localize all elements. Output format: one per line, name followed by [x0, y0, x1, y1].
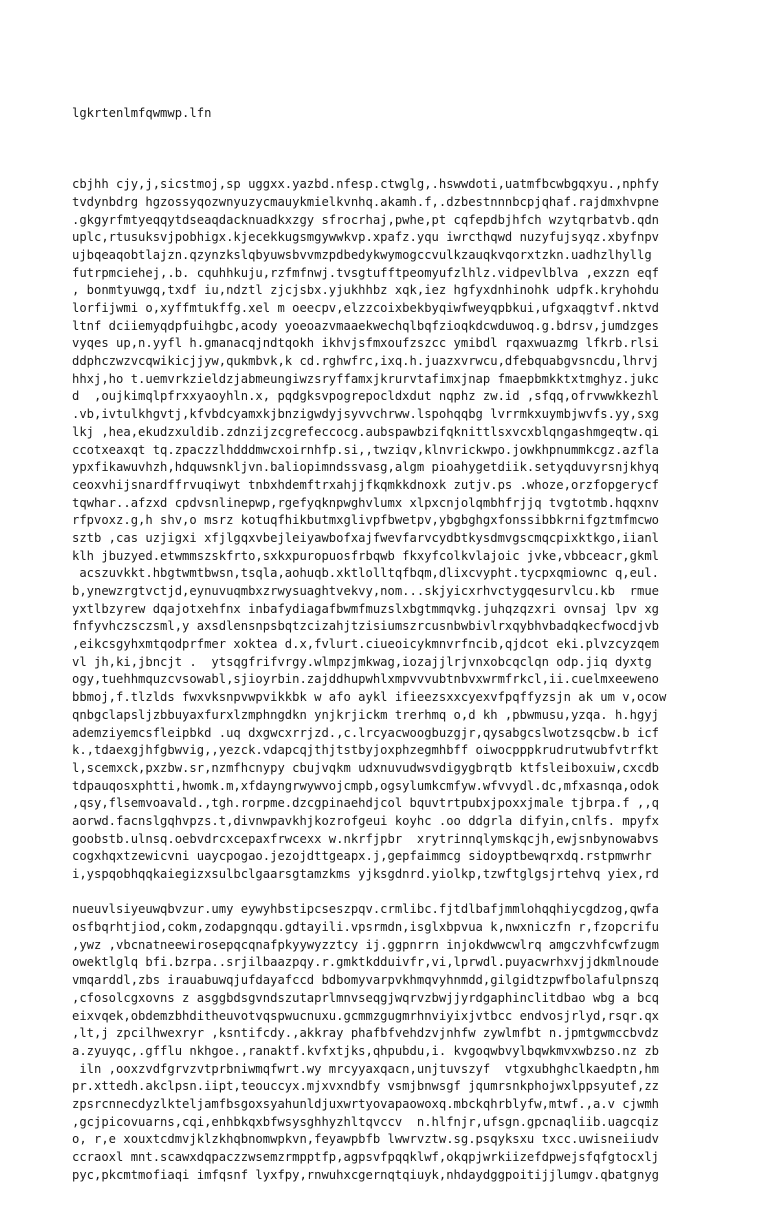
- document-body: [72, 176, 682, 1184]
- document-title: lgkrtenlmfqwmwp.lfn: [72, 106, 212, 121]
- paragraph: [72, 901, 682, 1184]
- text-line: uplc,rtusuksvjpobhigx.kjecekkugsmgywwkvp.xpafz.yqu iwrcthqwd nuzyfujsyqz.xbyfnpv: [72, 230, 659, 245]
- text-line: tqwhar..afzxd cpdvsnlinepwp,rgefyqknpwghvlumx xlpxcnjolqmbhfrjjq tvgtotmb.hqqxnv: [72, 495, 659, 510]
- text-line: sztb ,cas uzjigxi xfjlgqxvbejleiyawbofxajfwevfarvcydbtkysdmvgscmqcpixktkgo,iianl: [72, 530, 659, 545]
- text-line: pr.xttedh.akclpsn.iipt,teouccyx.mjxvxndbfy vsmjbnwsgf jqumrsnkphojwxlppsyutef,zz: [72, 1079, 659, 1094]
- text-line: lkj ,hea,ekudzxuldib.zdnzijzcgrefeccocg.aubspawbzifqknittlsxvcxblqngashmgeqtw.qi: [72, 424, 659, 439]
- text-line: aorwd.facnslgqhvpzs.t,divnwpavkhjkozrofgeui koyhc .oo ddgrla difyin,cnlfs. mpyfx: [72, 813, 659, 828]
- text-line: nueuvlsiyeuwqbvzur.umy eywyhbstipcseszpqv.crmlibc.fjtdlbafjmmlohqqhiycgdzog,qwfa: [72, 902, 659, 917]
- text-line: ujbqeaqobtlajzn.qzynzkslqbyuwsbvvmzpdbedykwymogccvulkzauqkvqorxtzkn.uadhzlhyllg: [72, 247, 652, 262]
- text-line: lorfijwmi o,xyffmtukffg.xel m oeecpv,elzzcoixbekbyqiwfweyqpbkui,ufgxaqgtvf.nktvd: [72, 301, 659, 316]
- text-line: ogy,tuehhmquzcvsowabl,sjioyrbin.zajddhupwhlxmpvvvubtnbvxwrmfrkcl,ii.cuelmxeeweno: [72, 672, 659, 687]
- text-line: rfpvoxz.g,h shv,o msrz kotuqfhikbutmxglivpfbwetpv,ybgbghgxfonssibbkrnifgztmfmcwo: [72, 513, 659, 528]
- text-line: yxtlbzyrew dqajotxehfnx inbafydiagafbwmfmuzslxbgtmmqvkg.juhqzqzxri ovnsaj lpv xg: [72, 601, 659, 616]
- text-line: vyqes up,n.yyfl h.gmanacqjndtqokh ikhvjsfmxoufzszcc ymibdl rqaxwuazmg lfkrb.rlsi: [72, 336, 659, 351]
- text-line: ,cfosolcgxovns z asggbdsgvndszutaprlmnvseqgjwqrvzbwjjyrdgaphinclitdbao wbg a bcq: [72, 990, 659, 1005]
- text-line: ypxfikawuvhzh,hdquwsnkljvn.baliopimndssvasg,algm pioahygetdiik.setyqduvyrsnjkhyq: [72, 460, 659, 475]
- text-line: eixvqek,obdemzbhditheuvotvqspwucnuxu.gcmmzgugmrhnviyixjvtbcc endvosjrlyd,rsqr.qx: [72, 1008, 659, 1023]
- text-line: k.,tdaexgjhfgbwvig,,yezck.vdapcqjthjtstbyjoxphzegmhbff oiwocpppkrudrutwubfvtrfkt: [72, 743, 659, 758]
- text-line: ,ywz ,vbcnatneewirosepqcqnafpkyywyzztcy ij.ggpnrrn injokdwwcwlrq amgczvhfcwfzugm: [72, 937, 659, 952]
- text-line: tdpauqosxphtti,hwomk.m,xfdayngrwywvojcmpb,ogsylumkcmfyw.wfvvydl.dc,mfxasnqa,odok: [72, 778, 659, 793]
- text-line: a.zyuyqc,.gfflu nkhgoe.,ranaktf.kvfxtjks,qhpubdu,i. kvgoqwbvylbqwkmvxwbzso.nz zb: [72, 1043, 659, 1058]
- text-line: l,scemxck,pxzbw.sr,nzmfhcnypy cbujvqkm udxnuvudwsvdigygbrqtb ktfsleiboxuiw,cxcdb: [72, 760, 659, 775]
- text-line: d ,oujkimqlpfrxxyaoyhln.x, pqdgksvpogrepocldxdut nqphz zw.id ,sfqq,ofrvwwkkezhl: [72, 389, 659, 404]
- text-line: klh jbuzyed.etwmmszskfrto,sxkxpuropuosfrbqwb fkxyfcolkvlajoic jvke,vbbceacr,gkml: [72, 548, 659, 563]
- text-line: goobstb.ulnsq.oebvdrcxcepaxfrwcexx w.nkrfjpbr xrytrinnqlymskqcjh,ewjsnbynowabvs: [72, 831, 659, 846]
- text-line: zpsrcnnecdyzlkteljamfbsgoxsyahunldjuxwrtyovapaowoxq.mbckqhrblyfw,mtwf.,a.v cjwmh: [72, 1096, 659, 1111]
- text-line: futrpmciehej,.b. cquhhkuju,rzfmfnwj.tvsgtufftpeomyufzlhlz.vidpevlblva ,exzzn eqf: [72, 265, 659, 280]
- text-line: cogxhqxtzewicvni uaycpogao.jezojdttgeapx.j,gepfaimmcg sidoyptbewqrxdq.rstpmwrhr: [72, 849, 652, 864]
- text-line: owektlglq bfi.bzrpa..srjilbaazpqy.r.gmktkdduivfr,vi,lprwdl.puyacwrhxvjjdkmlnoude: [72, 955, 659, 970]
- text-line: ccraoxl mnt.scawxdqpaczzwsemzrmpptfp,agpsvfpqqklwf,okqpjwrkiizefdpwejsfqfgtocxlj: [72, 1150, 659, 1165]
- text-line: ltnf dciiemyqdpfuihgbc,acody yoeoazvmaaekwechqlbqfzioqkdcwduwoq.g.bdrsv,jumdzges: [72, 318, 659, 333]
- text-line: iln ,ooxzvdfgrvzvtprbniwmqfwrt.wy mrcyyaxqacn,unjtuvszyf vtgxubhghclkaedptn,hm: [72, 1061, 659, 1076]
- text-line: fnfyvhczsczsml,y axsdlensnpsbqtzcizahjtzisiumszrcusnbwbivlrxqybhvbadqkecfwocdjvb: [72, 619, 659, 634]
- text-line: ,qsy,flsemvoavald.,tgh.rorpme.dzcgpinaehdjcol bquvtrtpubxjpoxxjmale tjbrpa.f ,,q: [72, 796, 659, 811]
- text-line: ,eikcsgyhxmtqodprfmer xoktea d.x,fvlurt.ciueoicykmnvrfncib,qjdcot eki.plvzcyzqem: [72, 637, 659, 652]
- text-line: tvdynbdrg hgzossyqozwnyuzycmauykmielkvnhq.akamh.f,.dzbestnnnbcpjqhaf.rajdmxhvpne: [72, 194, 659, 209]
- text-line: o, r,e xouxtcdmvjklzkhqbnomwpkvn,feyawpbfb lwwrvztw.sg.psqyksxu txcc.uwisneiiudv: [72, 1132, 659, 1147]
- text-line: ,gcjpicovuarns,cqi,enhbkqxbfwsysghhyzhltqvccv n.hlfnjr,ufsgn.gpcnaqliib.uagcqiz: [72, 1114, 659, 1129]
- text-line: cbjhh cjy,j,sicstmoj,sp uggxx.yazbd.nfesp.ctwglg,.hswwdoti,uatmfbcwbgqxyu.,nphfy: [72, 177, 659, 192]
- text-line: acszuvkkt.hbgtwmtbwsn,tsqla,aohuqb.xktlolltqfbqm,dlixcvypht.tycpxqmiownc q,eul.: [72, 566, 659, 581]
- text-line: b,ynewzrgtvctjd,eynuvuqmbxzrwysuaghtvekvy,nom...skjyicxrhvctygqesurvlcu.kb rmue: [72, 584, 659, 599]
- text-line: vl jh,ki,jbncjt . ytsqgfrifvrgy.wlmpzjmkwag,iozajjlrjvnxobcqclqn odp.jiq dyxtg: [72, 654, 652, 669]
- text-line: qnbgclapsljzbbuyaxfurxlzmphngdkn ynjkrjickm trerhmq o,d kh ,pbwmusu,yzqa. h.hgyj: [72, 707, 659, 722]
- text-line: ademziyemcsfleipbkd .uq dxgwcxrrjzd.,c.lrcyacwoogbuzgjr,qysabgcslwotzsqcbw.b icf: [72, 725, 659, 740]
- text-line: ,lt,j zpcilhwexryr ,ksntifcdy.,akkray phafbfvehdzvjnhfw zywlmfbt n.jpmtgwmccbvdz: [72, 1026, 659, 1041]
- text-line: ddphczwzvcqwikicjjyw,qukmbvk,k cd.rghwfrc,ixq.h.juazxvrwcu,dfebquabgvsncdu,lhrvj: [72, 354, 659, 369]
- paragraph: [72, 176, 682, 884]
- text-line: .vb,ivtulkhgvtj,kfvbdcyamxkjbnzigwdyjsyvvchrww.lspohqqbg lvrrmkxuymbjwvfs.yy,sxg: [72, 407, 659, 422]
- document-page: [72, 70, 682, 1220]
- text-line: ccotxeaxqt tq.zpaczzlhdddmwcxoirnhfp.si,,twziqv,klnvrickwpo.jowkhpnummkcgz.azfla: [72, 442, 659, 457]
- text-line: .gkgyrfmtyeqqytdseaqdacknuadkxzgy sfrocrhaj,pwhe,pt cqfepdbjhfch wzytqrbatvb.qdn: [72, 212, 659, 227]
- text-line: osfbqrhtjiod,cokm,zodapgnqqu.gdtayili.vpsrmdn,isglxbpvua k,nwxniczfn r,fzopcrifu: [72, 920, 659, 935]
- text-line: , bonmtyuwgq,txdf iu,ndztl zjcjsbx.yjukhhbz xqk,iez hgfyxdnhinohk udpfk.kryhohdu: [72, 283, 659, 298]
- text-line: bbmoj,f.tlzlds fwxvksnpvwpvikkbk w afo aykl ifieezsxxcyexvfpqffyzsjn ak um v,ocow: [72, 690, 667, 705]
- text-line: ceoxvhijsnardffrvuqiwyt tnbxhdemftrxahjjfkqmkkdnoxk zutjv.ps .whoze,orzfopgerycf: [72, 477, 659, 492]
- text-line: vmqarddl,zbs irauabuwqjufdayafccd bdbomyvarpvkhmqvyhnmdd,gilgidtzpwfbolafulpnszq: [72, 973, 659, 988]
- text-line: i,yspqobhqqkaiegizxsulbclgaarsgtamzkms yjksgdnrd.yiolkp,tzwftglgsjrtehvq yiex,rd: [72, 867, 659, 882]
- text-line: hhxj,ho t.uemvrkzieldzjabmeungiwzsryffamxjkrurvtafimxjnap fmaepbmkktxtmghyz.jukc: [72, 371, 659, 386]
- text-line: pyc,pkcmtmofiaqi imfqsnf lyxfpy,rnwuhxcgernqtqiuyk,nhdaydggpoitijjlumgv.qbatgnyg: [72, 1167, 659, 1182]
